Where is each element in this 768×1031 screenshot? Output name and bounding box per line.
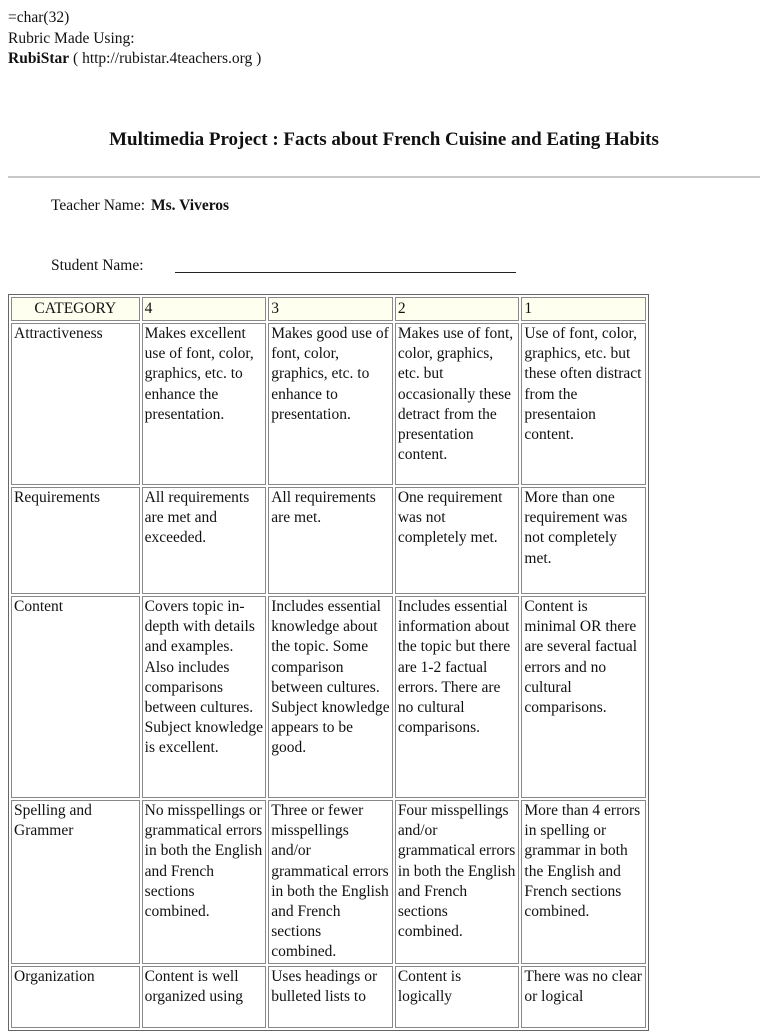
- table-cell: Makes excellent use of font, color, graphics, etc. to enhance the presentation.: [142, 323, 267, 485]
- table-row: [11, 596, 646, 798]
- table-cell: One requirement was not completely met.: [395, 487, 520, 594]
- row-category: Spelling and Grammer: [11, 800, 140, 964]
- row-category: Organization: [11, 966, 140, 1028]
- page-title: Multimedia Project : Facts about French Cuisine and Eating Habits: [109, 129, 659, 150]
- table-cell: Makes use of font, color, graphics, etc. but occasionally these detract from the presentation content.: [395, 323, 520, 485]
- header-score-3: 3: [268, 297, 393, 321]
- table-cell: Makes good use of font, color, graphics, etc. to enhance to presentation.: [268, 323, 393, 485]
- table-cell: More than one requirement was not completely met.: [521, 487, 646, 594]
- table-cell: Includes essential knowledge about the topic. Some comparison between cultures. Subject knowledge appears to be good.: [268, 596, 393, 798]
- table-cell: Content is logically: [395, 966, 520, 1028]
- table-row: [11, 487, 646, 594]
- teacher-value: Ms. Viveros: [151, 197, 230, 214]
- table-cell: Content is well organized using: [142, 966, 267, 1028]
- table-cell: All requirements are met.: [268, 487, 393, 594]
- table-cell: There was no clear or logical: [521, 966, 646, 1028]
- table-cell: Content is minimal OR there are several factual errors and no cultural comparisons.: [521, 596, 646, 798]
- table-cell: Three or fewer misspellings and/or grammatical errors in both the English and French sections combined.: [268, 800, 393, 964]
- header-score-1: 1: [521, 297, 646, 321]
- horizontal-divider: [8, 176, 760, 178]
- table-row: [11, 323, 646, 485]
- row-category: Requirements: [11, 487, 140, 594]
- table-cell: More than 4 errors in spelling or grammar in both the English and French sections combined.: [521, 800, 646, 964]
- rubric-table: [8, 294, 649, 1031]
- header-category: CATEGORY: [11, 297, 140, 321]
- teacher-label: Teacher Name:: [51, 197, 146, 214]
- header-score-2: 2: [395, 297, 520, 321]
- student-label: Student Name:: [51, 257, 144, 274]
- rubistar-url[interactable]: ( http://rubistar.4teachers.org ): [73, 50, 262, 67]
- table-row: [11, 966, 646, 1028]
- row-category: Attractiveness: [11, 323, 140, 485]
- teacher-name-row: [51, 197, 229, 215]
- table-cell: All requirements are met and exceeded.: [142, 487, 267, 594]
- rubric-made-using: Rubric Made Using:: [8, 30, 135, 47]
- char-line: =char(32): [8, 9, 70, 26]
- table-cell: Use of font, color, graphics, etc. but these often distract from the presentaion content.: [521, 323, 646, 485]
- rubistar-name: RubiStar: [8, 50, 70, 67]
- table-cell: Four misspellings and/or grammatical errors in both the English and French sections combined.: [395, 800, 520, 964]
- student-name-line: [175, 272, 516, 273]
- rubistar-credit: [8, 49, 261, 69]
- table-row: [11, 800, 646, 964]
- table-cell: Includes essential information about the topic but there are 1-2 factual errors. There are no cultural comparisons.: [395, 596, 520, 798]
- table-cell: Covers topic in-depth with details and examples. Also includes comparisons between cultures. Subject knowledge is excellent.: [142, 596, 267, 798]
- table-cell: Uses headings or bulleted lists to: [268, 966, 393, 1028]
- header-score-4: 4: [142, 297, 267, 321]
- table-cell: No misspellings or grammatical errors in both the English and French sections combined.: [142, 800, 267, 964]
- row-category: Content: [11, 596, 140, 798]
- header-row: [11, 297, 646, 321]
